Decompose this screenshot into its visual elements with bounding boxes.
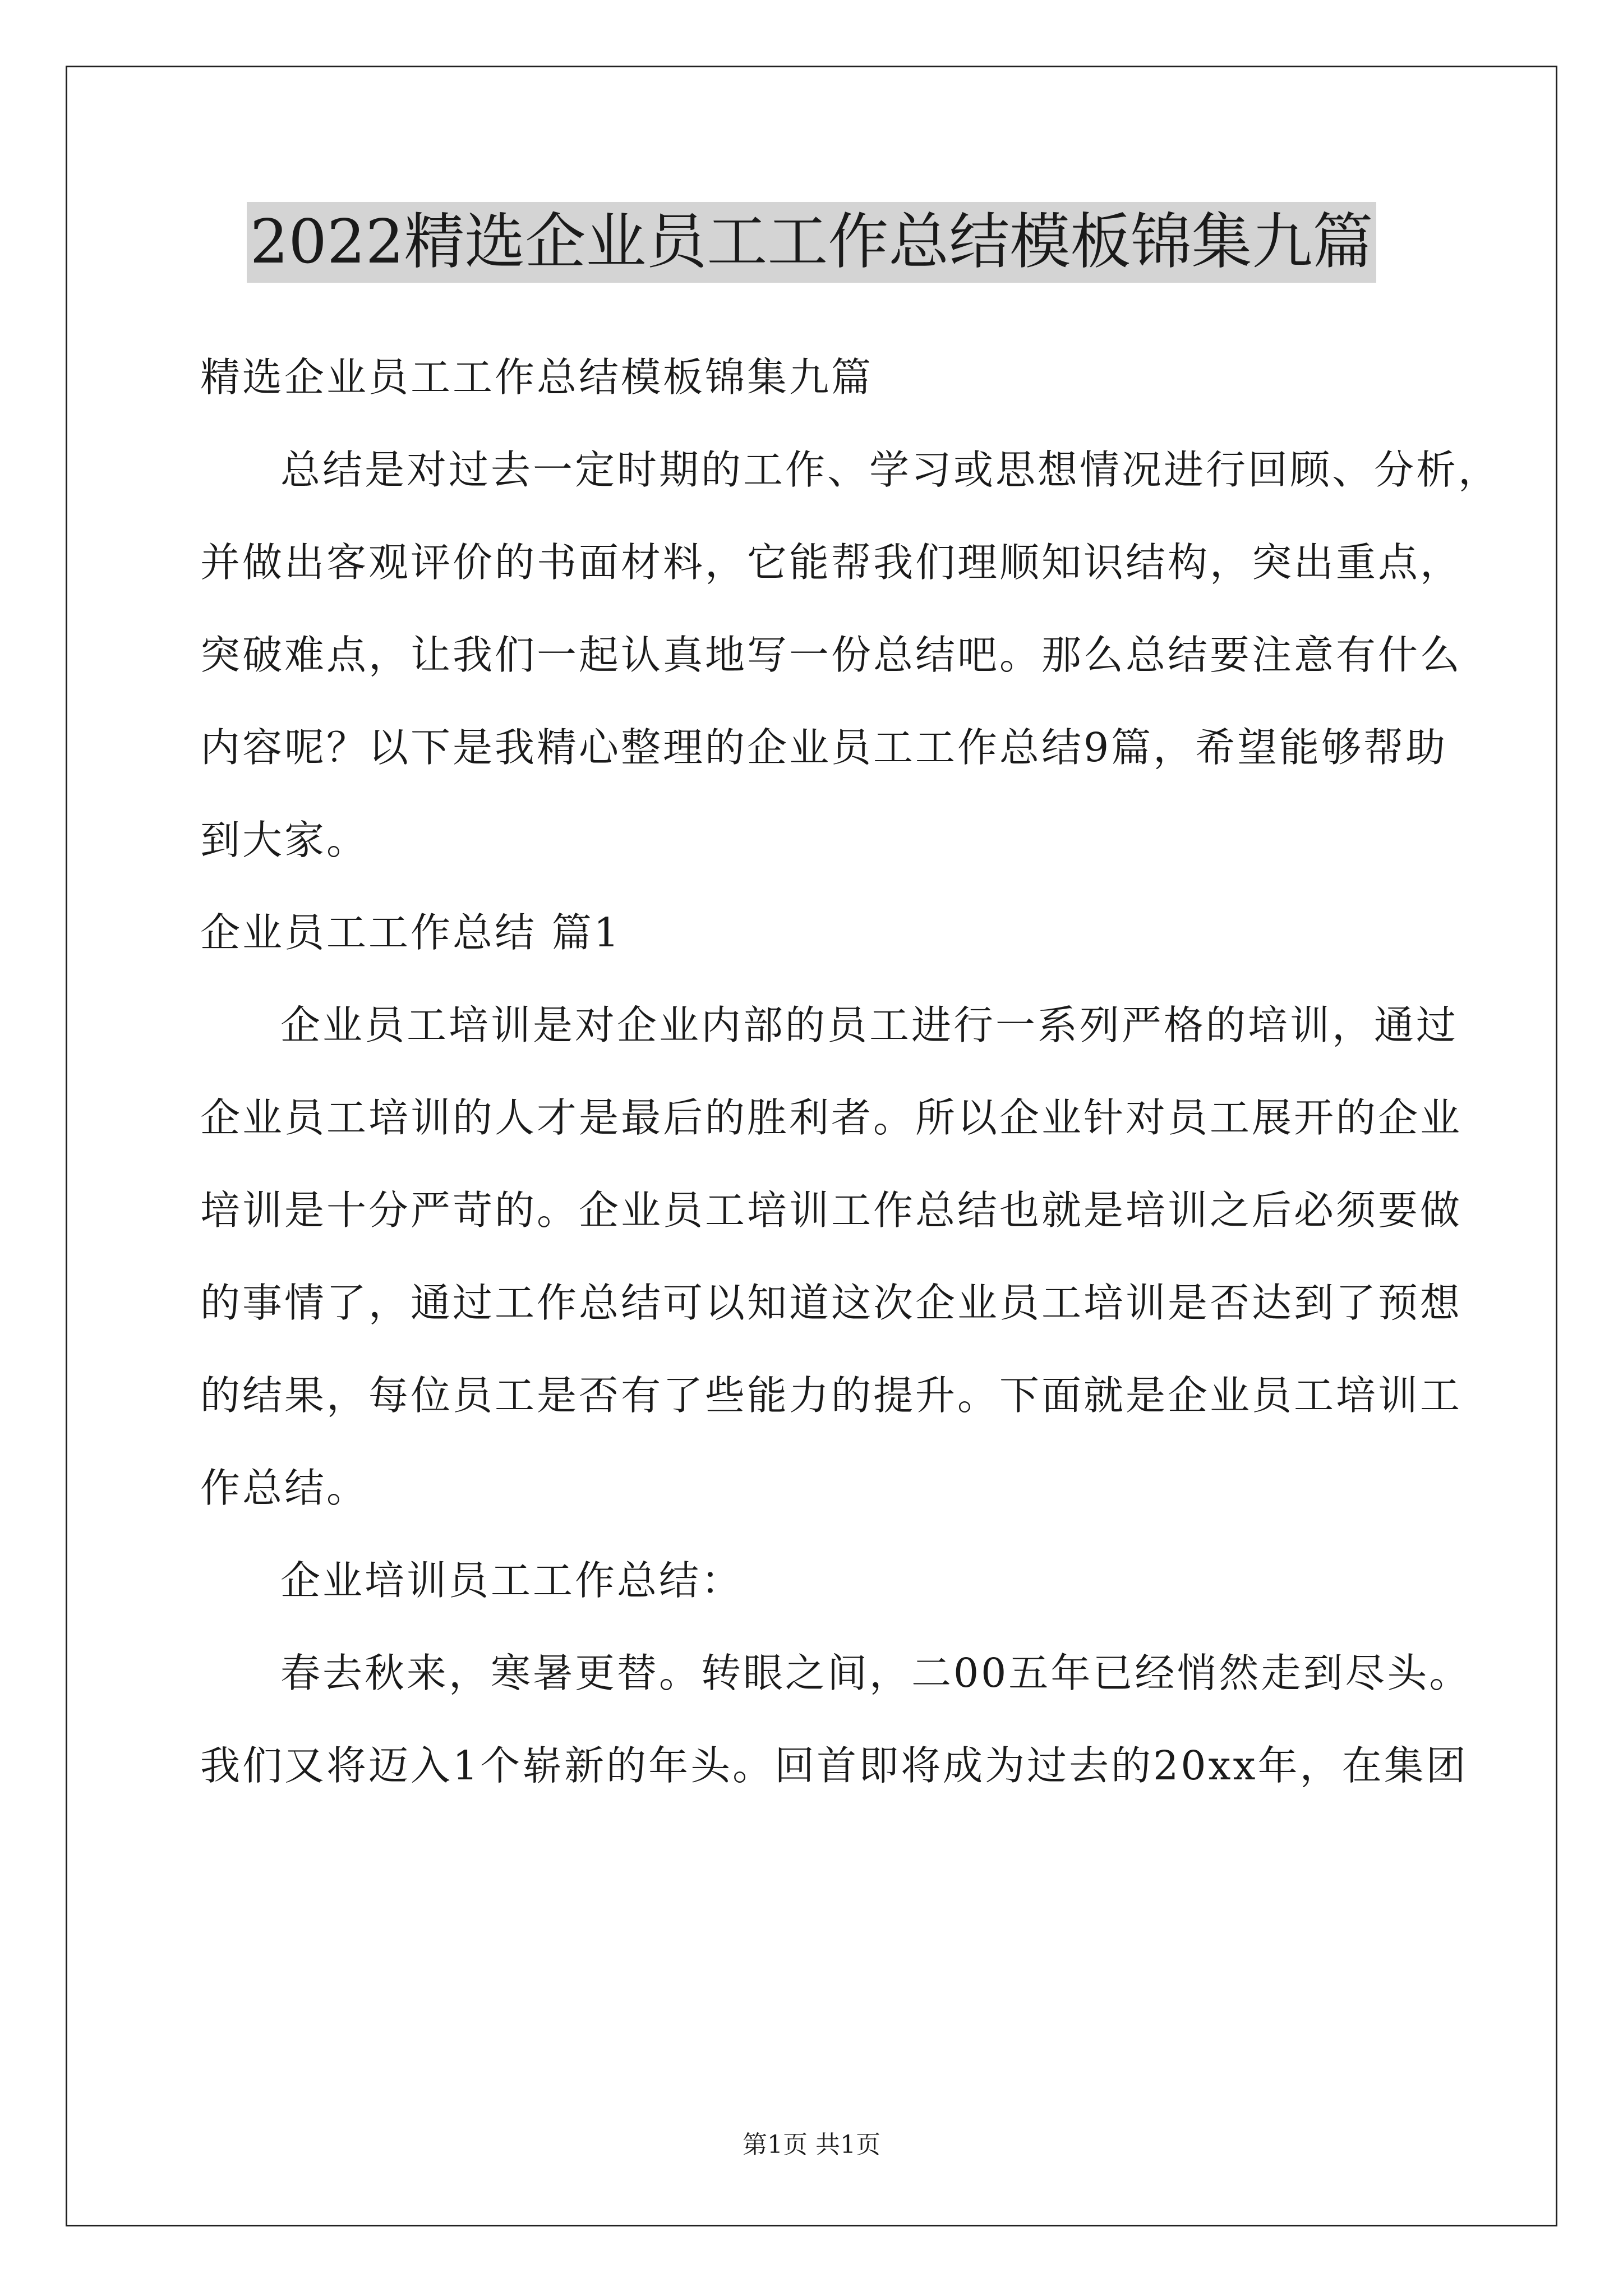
subtitle-line: 精选企业员工工作总结模板锦集九篇 xyxy=(200,354,874,401)
paragraph-line: 并做出客观评价的书面材料，它能帮我们理顺知识结构，突出重点， xyxy=(200,539,1463,586)
paragraph-line: 作总结。 xyxy=(200,1465,369,1511)
paragraph-line: 总结是对过去一定时期的工作、学习或思想情况进行回顾、分析， xyxy=(280,447,1501,493)
paragraph-line: 企业员工培训的人才是最后的胜利者。所以企业针对员工展开的企业 xyxy=(200,1094,1463,1141)
paragraph-line: 的事情了，通过工作总结可以知道这次企业员工培训是否达到了预想 xyxy=(200,1280,1463,1326)
paragraph-line: 到大家。 xyxy=(200,817,369,863)
paragraph-line: 突破难点，让我们一起认真地写一份总结吧。那么总结要注意有什么 xyxy=(200,632,1463,678)
paragraph-line: 培训是十分严苛的。企业员工培训工作总结也就是培训之后必须要做 xyxy=(200,1187,1463,1234)
paragraph-line: 的结果，每位员工是否有了些能力的提升。下面就是企业员工培训工 xyxy=(200,1372,1463,1419)
paragraph-line: 内容呢？以下是我精心整理的企业员工工作总结9篇，希望能够帮助 xyxy=(200,724,1448,771)
section-heading: 企业员工工作总结 篇1 xyxy=(200,909,621,956)
subheading-line: 企业培训员工工作总结： xyxy=(280,1557,744,1604)
page-footer: 第1页 共1页 xyxy=(743,2131,880,2159)
title-container xyxy=(0,202,1623,283)
paragraph-line: 企业员工培训是对企业内部的员工进行一系列严格的培训，通过 xyxy=(280,1002,1459,1048)
document-title: 2022精选企业员工工作总结模板锦集九篇 xyxy=(247,202,1377,283)
paragraph-line: 我们又将迈入1个崭新的年头。回首即将成为过去的20xx年，在集团 xyxy=(200,1742,1468,1789)
paragraph-line: 春去秋来，寒暑更替。转眼之间，二00五年已经悄然走到尽头。 xyxy=(280,1650,1472,1696)
